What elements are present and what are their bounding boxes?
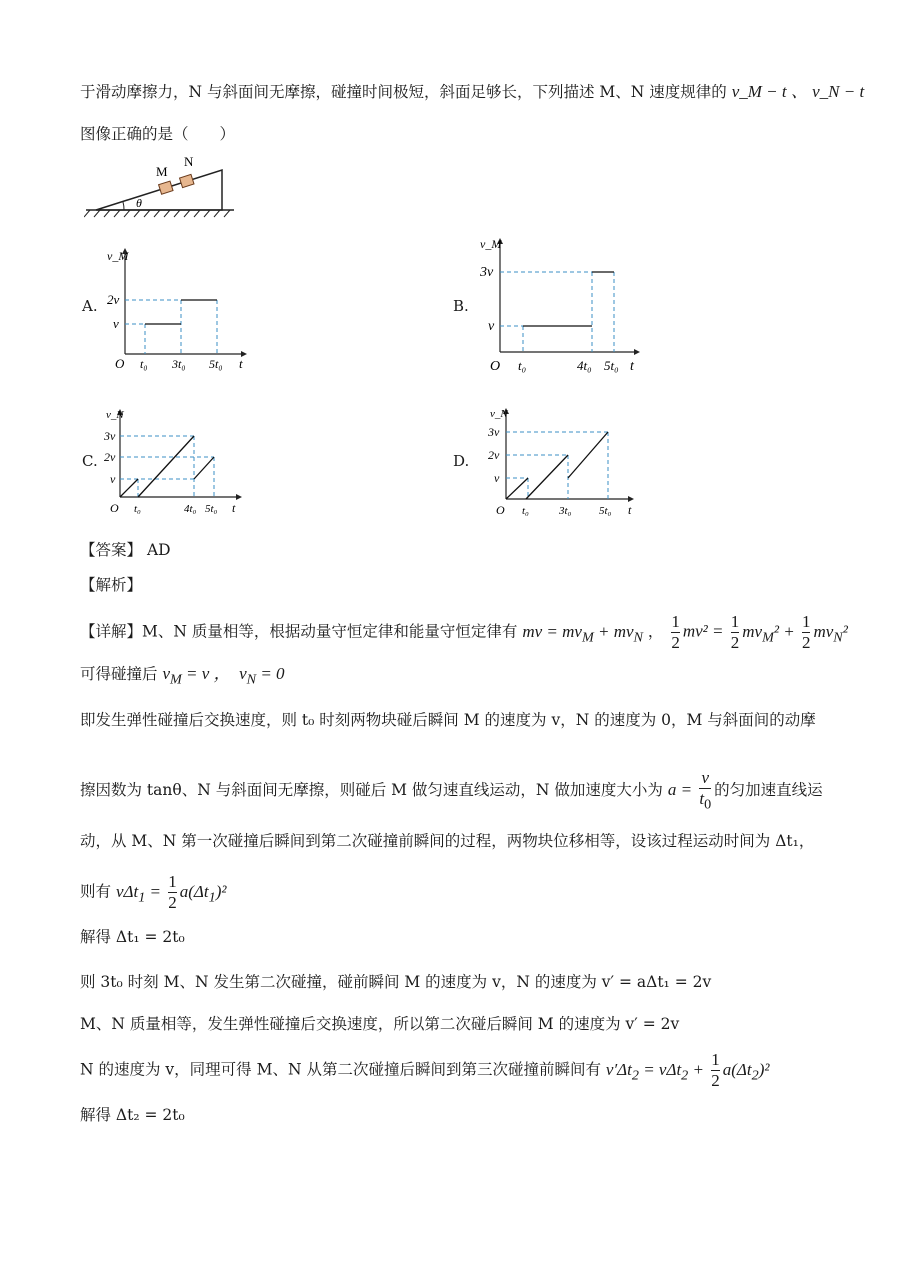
graph-d-tick-3t0: 3t₀	[559, 505, 572, 517]
graph-a-ylabel: v_M	[107, 249, 129, 263]
graph-b-tick-4t0: 4t₀	[577, 358, 592, 373]
graph-c	[104, 405, 254, 520]
graph-c-tick-2v: 2v	[104, 450, 116, 464]
graph-c-tick-4t0: 4t₀	[184, 503, 197, 515]
graph-c-origin: O	[110, 501, 119, 515]
question-line-1: 于滑动摩擦力，N 与斜面间无摩擦，碰撞时间极短，斜面足够长，下列描述 M、N 速度规律的 v_M − t 、 v_N − t	[80, 82, 865, 101]
graph-d-xlabel: t	[628, 503, 632, 517]
displacement-eq-1: $a(\Delta t_1)^2$	[179, 881, 227, 905]
graph-b-tick-v: v	[488, 319, 495, 334]
detail-label: 【详解】	[80, 622, 143, 641]
question-math: v_M − t 、 v_N − t	[731, 82, 865, 101]
answer-label: 【答案】	[80, 541, 143, 559]
graph-d-ylabel: v_N	[490, 408, 508, 420]
analysis-p6: 则有 vΔt$_1$ = $\frac{1}{2}$ $a(\Delta t_1)^2$	[80, 872, 227, 912]
analysis-p9: M、N 质量相等，发生弹性碰撞后交换速度，所以第二次碰后瞬间 M 的速度为 v′ = 2v	[80, 1015, 680, 1033]
label-n: N	[184, 154, 194, 169]
graph-a-tick-5t0: 5t₀	[209, 357, 223, 371]
graph-a-origin: O	[115, 356, 125, 371]
analysis-p8: 则 3t₀ 时刻 M、N 发生第二次碰撞，碰前瞬间 M 的速度为 v，N 的速度为 v′ = aΔt₁ = 2v	[80, 973, 712, 991]
momentum-eq: mv = $mv_M + mv_N$	[522, 621, 643, 645]
graph-a-tick-t0: t₀	[140, 357, 148, 371]
graph-d-tick-t0: t₀	[522, 505, 529, 517]
question-line-2: 图像正确的是（ ）	[80, 125, 236, 143]
graph-c-tick-v: v	[110, 472, 116, 486]
graph-d-tick-2v: 2v	[488, 448, 500, 462]
option-c-label: C.	[82, 452, 98, 470]
graph-d-tick-5t0: 5t₀	[599, 505, 612, 517]
graph-a	[105, 242, 255, 372]
graph-b-origin: O	[490, 359, 501, 374]
analysis-p7: 解得 Δt₁ = 2t₀	[80, 928, 185, 946]
block-m	[159, 181, 173, 194]
graph-b-xlabel: t	[630, 359, 634, 374]
option-b-label: B.	[453, 297, 469, 315]
graph-c-ylabel: v_N	[106, 409, 124, 421]
graph-d-tick-3v: 3v	[488, 425, 500, 439]
angle-theta: θ	[136, 196, 142, 210]
label-m: M	[156, 164, 168, 179]
analysis-p3: 即发生弹性碰撞后交换速度，则 t₀ 时刻两物块碰后瞬间 M 的速度为 v，N 的速度为 0，M 与斜面间的动摩	[80, 711, 816, 729]
graph-d-origin: O	[496, 503, 505, 517]
graph-a-tick-3t0: 3t₀	[172, 357, 186, 371]
graph-c-xlabel: t	[232, 501, 236, 515]
answer-value: AD	[146, 541, 171, 559]
analysis-label: 【解析】	[80, 576, 143, 594]
result-eq: $v_M = v$ ， $v_N = 0$	[162, 664, 285, 688]
accel-frac: $\frac{v}{t_0}$	[699, 768, 712, 813]
graph-a-tick-2v: 2v	[107, 292, 120, 307]
graph-a-xlabel: t	[239, 356, 243, 371]
graph-c-tick-5t0: 5t₀	[205, 503, 218, 515]
graph-c-tick-t0: t₀	[134, 503, 141, 515]
analysis-p4: 擦因数为 tanθ、N 与斜面间无摩擦，则碰后 M 做匀速直线运动，N 做加速度大小为 a = $\frac{v}{t_0}$ 的匀加速直线运	[80, 768, 823, 813]
option-d-label: D.	[453, 452, 470, 470]
graph-c-tick-3v: 3v	[104, 429, 116, 443]
graph-a-tick-v: v	[113, 316, 119, 331]
incline-figure	[84, 150, 244, 220]
option-a-label: A.	[82, 297, 98, 315]
graph-d-tick-v: v	[494, 471, 500, 485]
analysis-p2: 可得碰撞后 $v_M = v$ ， $v_N = 0$	[80, 664, 285, 688]
energy-eq: mv² =	[682, 621, 728, 641]
displacement-eq-2: $a(\Delta t_2)^2$	[722, 1059, 770, 1083]
analysis-p11: 解得 Δt₂ = 2t₀	[80, 1106, 185, 1124]
graph-b-tick-5t0: 5t₀	[604, 358, 619, 373]
graph-b-tick-t0: t₀	[518, 358, 527, 373]
answer-line	[80, 538, 171, 562]
graph-b	[478, 232, 648, 380]
graph-b-tick-3v: 3v	[480, 265, 494, 280]
analysis-p10: N 的速度为 v，同理可得 M、N 从第二次碰撞后瞬间到第三次碰撞前瞬间有 $v'\Delta t_2 = v\Delta t_2$ + $\frac{1}{2}$ $a(\Delta t_2)^2$	[80, 1050, 770, 1090]
graph-b-ylabel: v_M	[480, 237, 502, 251]
analysis-p1: 【详解】M、N 质量相等，根据动量守恒定律和能量守恒定律有 mv = $mv_M + mv_N$ ， $\frac{1}{2}$ mv² = $\frac{1}{2}$ $mv_M^2$ + $\frac{1}{2}$ $mv_N^2$	[80, 612, 848, 652]
analysis-p5: 动，从 M、N 第一次碰撞后瞬间到第二次碰撞前瞬间的过程，两物块位移相等，设该过程运动时间为 Δt₁，	[80, 832, 815, 850]
block-n	[180, 174, 194, 187]
graph-d	[484, 404, 644, 522]
